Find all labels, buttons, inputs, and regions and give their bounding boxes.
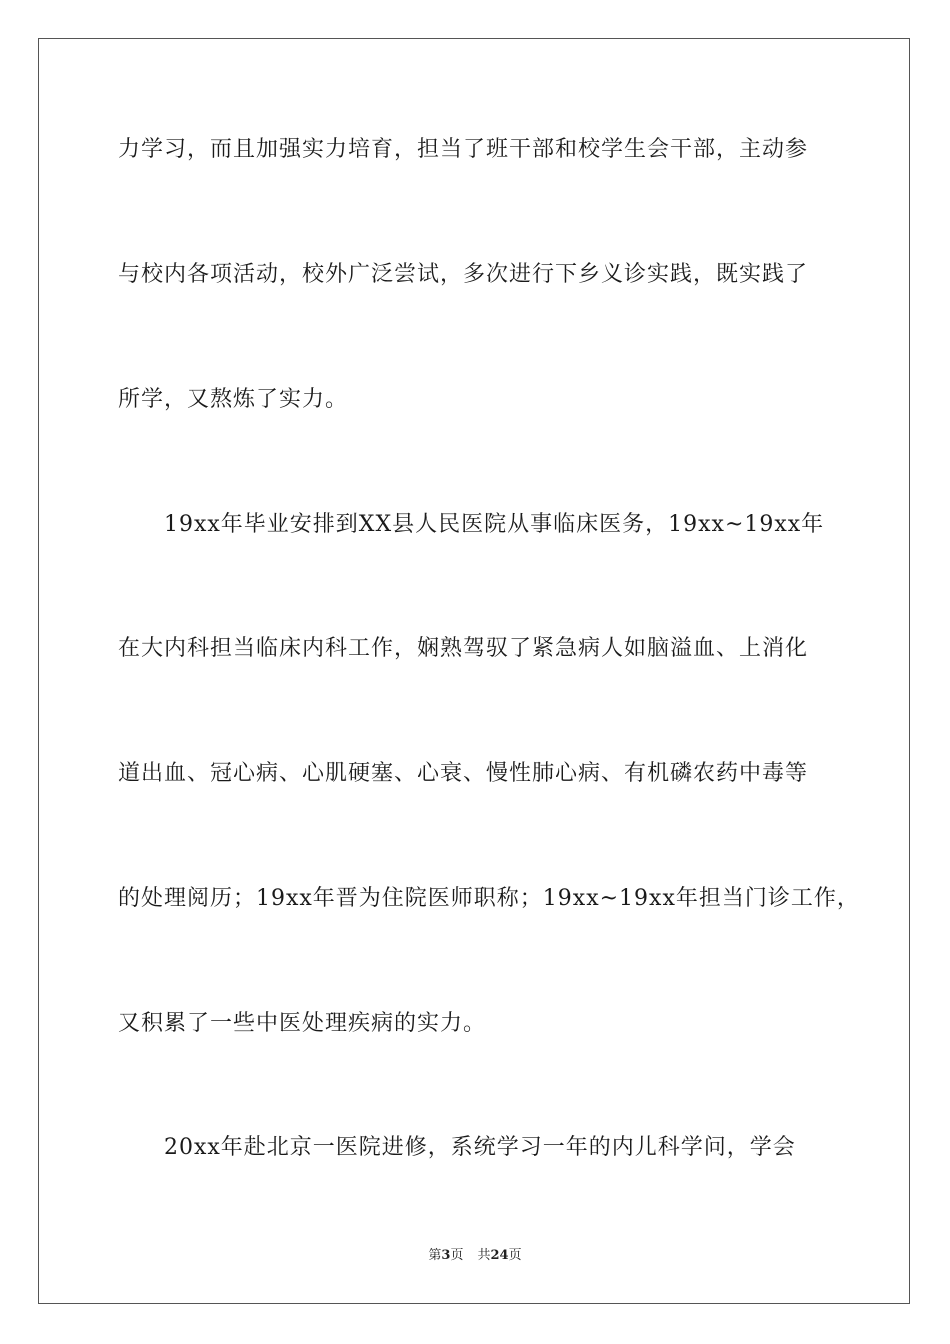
text-line: 在大内科担当临床内科工作，娴熟驾驭了紧急病人如脑溢血、上消化	[118, 636, 809, 661]
total-prefix: 共	[477, 1248, 491, 1263]
page-border	[38, 38, 910, 1304]
page-suffix: 页	[450, 1248, 464, 1263]
text-line: 力学习，而且加强实力培育，担当了班干部和校学生会干部，主动参	[118, 137, 809, 162]
text-line: 道出血、冠心病、心肌硬塞、心衰、慢性肺心病、有机磷农药中毒等	[118, 761, 809, 786]
total-suffix: 页	[508, 1248, 522, 1263]
paragraph-start-line: 19xx年毕业安排到XX县人民医院从事临床医务，19xx~19xx年	[118, 512, 825, 537]
page-number: 3	[441, 1248, 451, 1263]
page-prefix: 第	[428, 1248, 442, 1263]
page-footer	[0, 1247, 950, 1265]
text-line: 又积累了一些中医处理疾病的实力。	[118, 1011, 487, 1036]
text-line: 与校内各项活动，校外广泛尝试，多次进行下乡义诊实践，既实践了	[118, 262, 809, 287]
text-line: 的处理阅历；19xx年晋为住院医师职称；19xx~19xx年担当门诊工作，	[118, 886, 860, 911]
paragraph-start-line: 20xx年赴北京一医院进修，系统学习一年的内儿科学问，学会	[118, 1135, 796, 1160]
total-pages: 24	[490, 1248, 509, 1263]
text-line: 所学，又熬炼了实力。	[118, 387, 349, 412]
